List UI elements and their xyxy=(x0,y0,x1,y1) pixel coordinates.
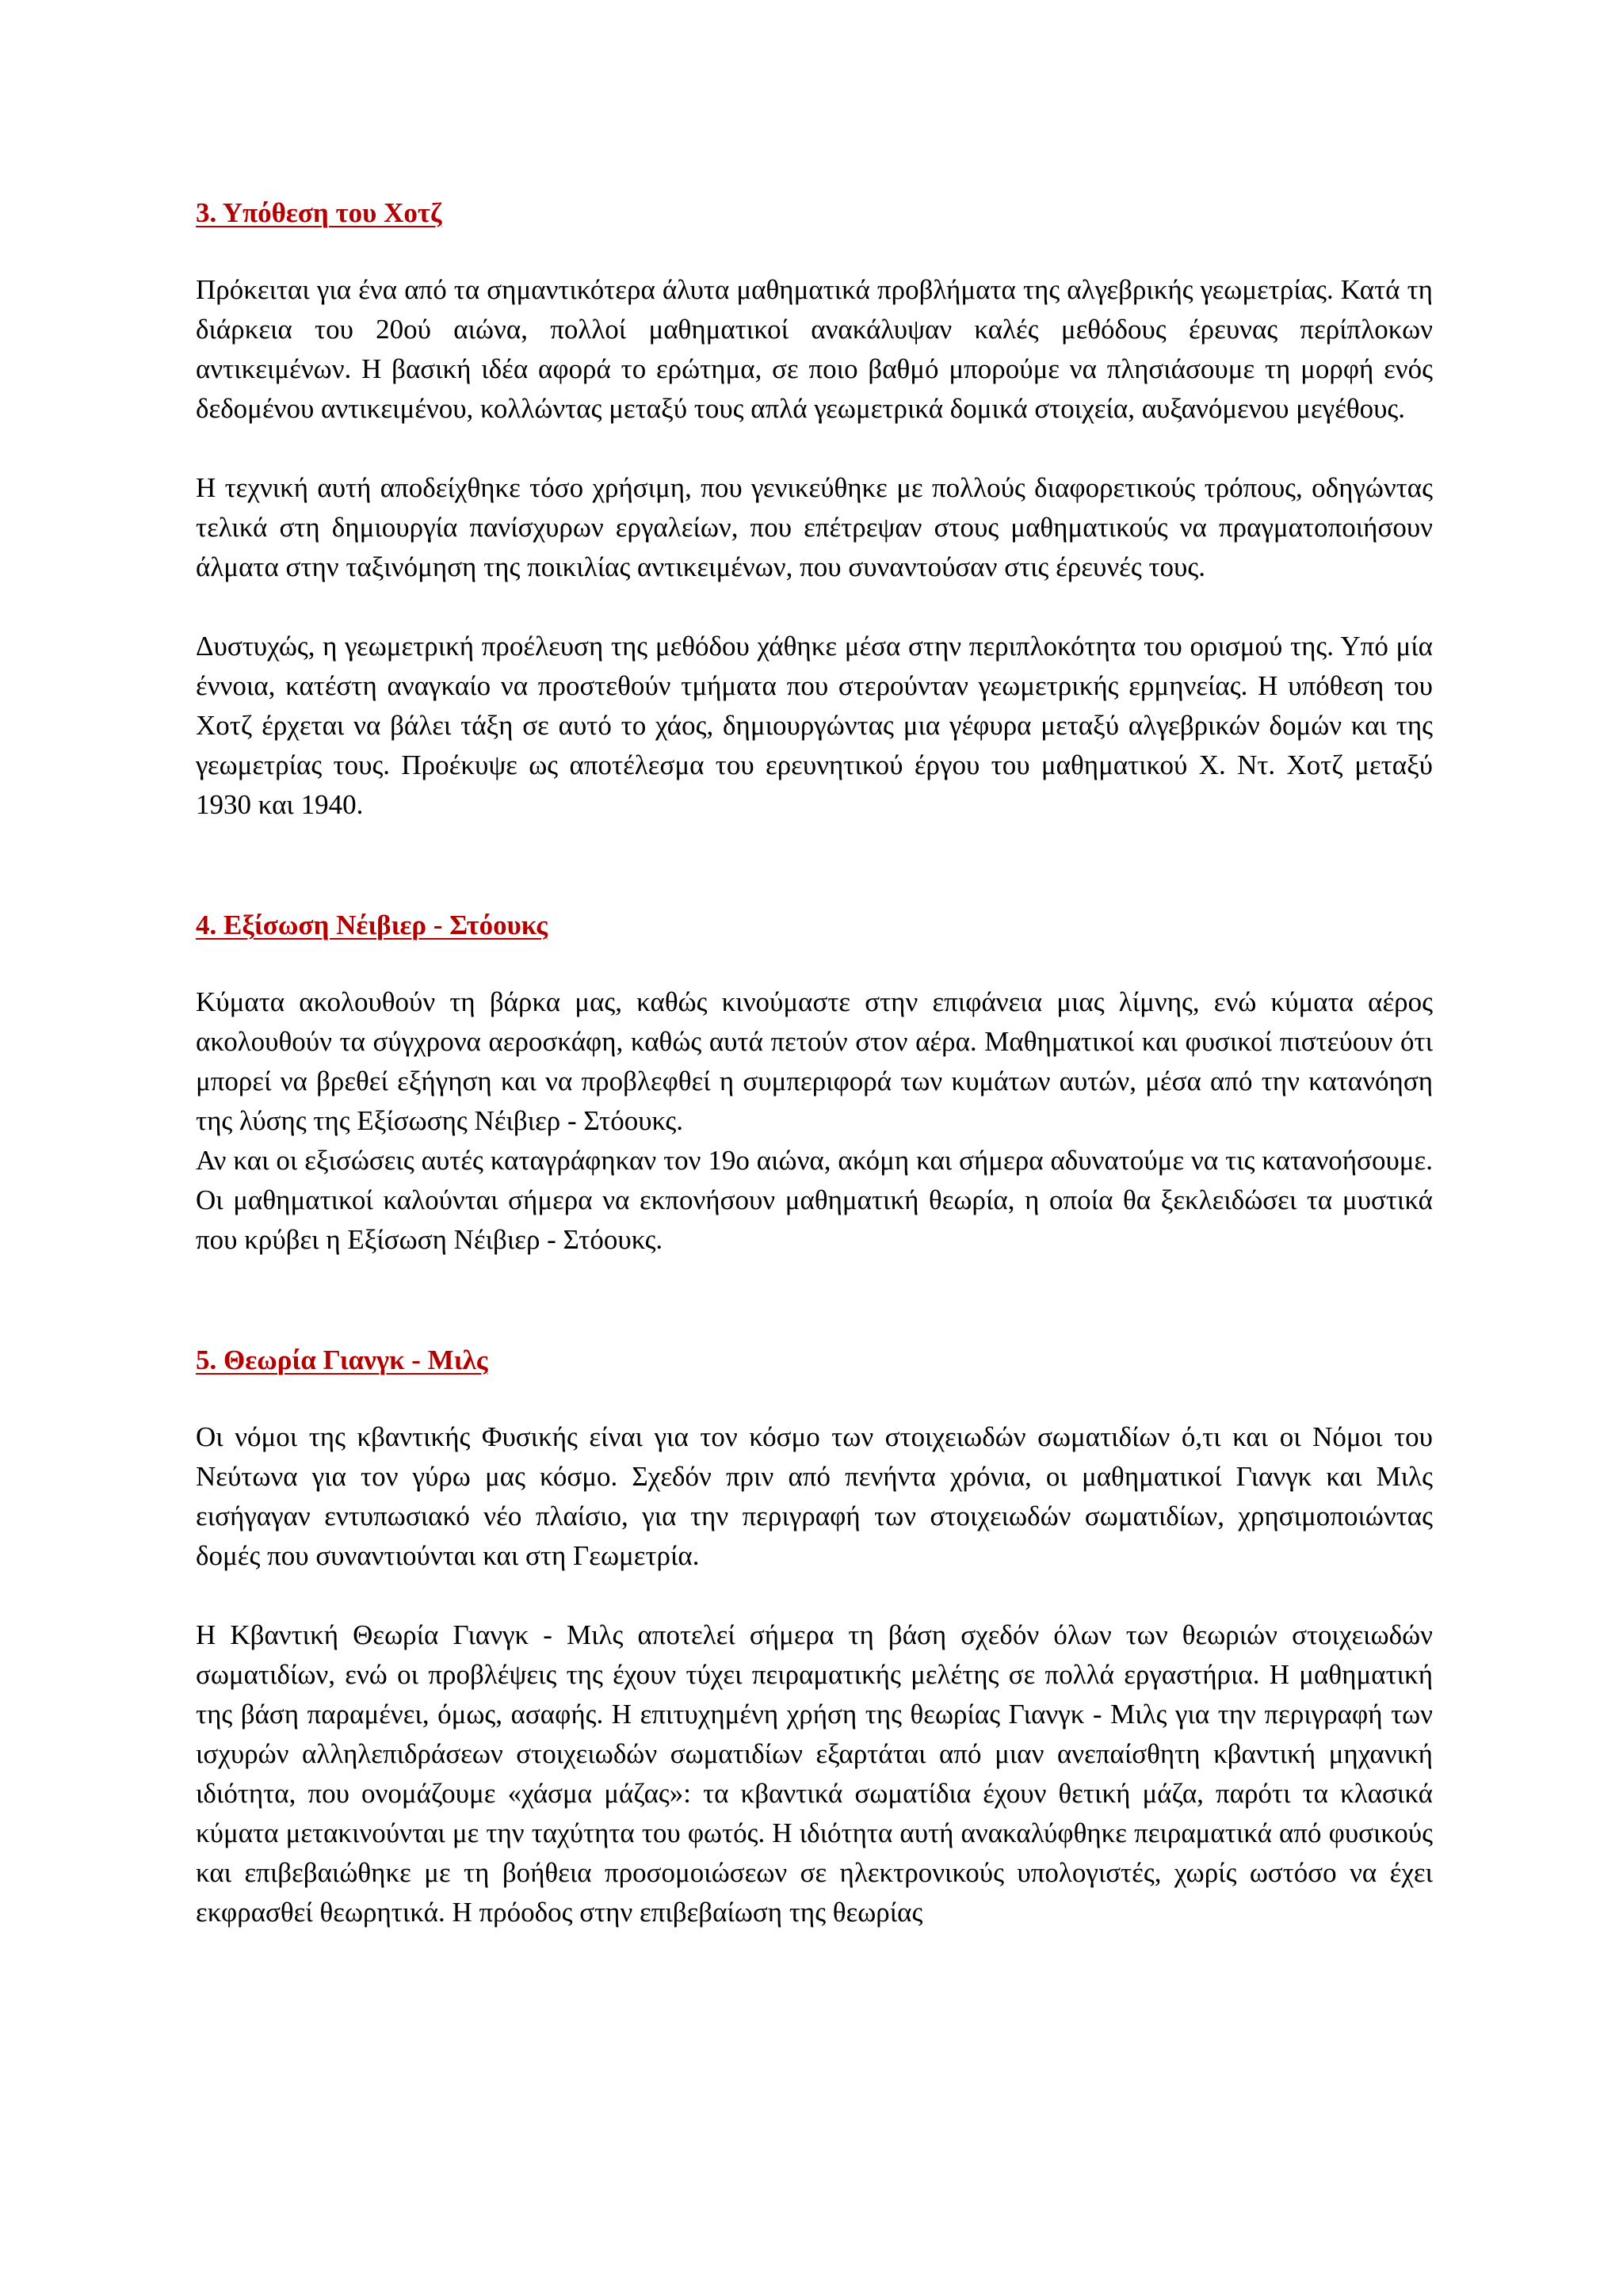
section-navier-stokes xyxy=(196,906,1433,1260)
paragraph: Κύματα ακολουθούν τη βάρκα μας, καθώς κινούμαστε στην επιφάνεια μιας λίμνης, ενώ κύματα αέρος ακολουθούν τα σύγχρονα αεροσκάφη, καθώς αυτά πετούν στον αέρα. Μαθηματικοί και φυσικοί πιστεύουν ότι μπορεί να βρεθεί εξήγηση και να προβλεφθεί η συμπεριφορά των κυμάτων αυτών, μέσα από την κατανόηση της λύσης της Εξίσωσης Νέιβιερ - Στόουκς. xyxy=(196,986,1433,1136)
section-heading: 5. Θεωρία Γιανγκ - Μιλς xyxy=(196,1344,488,1375)
section-heading: 3. Υπόθεση του Χοτζ xyxy=(196,197,442,228)
section-heading: 4. Εξίσωση Νέιβιερ - Στόουκς xyxy=(196,910,548,940)
paragraph: Η Κβαντική Θεωρία Γιανγκ - Μιλς αποτελεί σήμερα τη βάση σχεδόν όλων των θεωριών στοιχειωδών σωματιδίων, ενώ οι προβλέψεις της έχουν τύχει πειραματικής μελέτης σε πολλά εργαστήρια. Η μαθηματική της βάση παραμένει, όμως, ασαφής. Η επιτυχημένη χρήση της θεωρίας Γιανγκ - Μιλς για την περιγραφή των ισχυρών αλληλεπιδράσεων στοιχειωδών σωματιδίων εξαρτάται από μιαν ανεπαίσθητη κβαντική μηχανική ιδιότητα, που ονομάζουμε «χάσμα μάζας»: τα κβαντικά σωματίδια έχουν θετική μάζα, παρότι τα κλασικά κύματα μετακινούνται με την ταχύτητα του φωτός. Η ιδιότητα αυτή ανακαλύφθηκε πειραματικά από φυσικούς και επιβεβαιώθηκε με τη βοήθεια προσομοιώσεων σε ηλεκτρονικούς υπολογιστές, χωρίς ωστόσο να έχει εκφρασθεί θεωρητικά. Η πρόοδος στην επιβεβαίωση της θεωρίας xyxy=(196,1619,1433,1928)
paragraph: Η τεχνική αυτή αποδείχθηκε τόσο χρήσιμη, που γενικεύθηκε με πολλούς διαφορετικούς τρόπους, οδηγώντας τελικά στη δημιουργία πανίσχυρων εργαλείων, που επέτρεψαν στους μαθηματικούς να πραγματοποιήσουν άλματα στην ταξινόμηση της ποικιλίας αντικειμένων, που συναντούσαν στις έρευνές τους. xyxy=(196,472,1433,582)
paragraph: Δυστυχώς, η γεωμετρική προέλευση της μεθόδου χάθηκε μέσα στην περιπλοκότητα του ορισμού της. Υπό μία έννοια, κατέστη αναγκαίο να προστεθούν τμήματα που στερούνταν γεωμετρικής ερμηνείας. Η υπόθεση του Χοτζ έρχεται να βάλει τάξη σε αυτό το χάος, δημιουργώντας μια γέφυρα μεταξύ αλγεβρικών δομών και της γεωμετρίας τους. Προέκυψε ως αποτέλεσμα του ερευνητικού έργου του μαθηματικού Χ. Ντ. Χοτζ μεταξύ 1930 και 1940. xyxy=(196,631,1433,820)
paragraph: Οι νόμοι της κβαντικής Φυσικής είναι για τον κόσμο των στοιχειωδών σωματιδίων ό,τι και οι Νόμοι του Νεύτωνα για τον γύρω μας κόσμο. Σχεδόν πριν από πενήντα χρόνια, οι μαθηματικοί Γιανγκ και Μιλς εισήγαγαν εντυπωσιακό νέο πλαίσιο, για την περιγραφή των στοιχειωδών σωματιδίων, χρησιμοποιώντας δομές που συναντιούνται και στη Γεωμετρία. xyxy=(196,1421,1433,1571)
paragraph: Αν και οι εξισώσεις αυτές καταγράφηκαν τον 19ο αιώνα, ακόμη και σήμερα αδυνατούμε να τις κατανοήσουμε. Οι μαθηματικοί καλούνται σήμερα να εκπονήσουν μαθηματική θεωρία, η οποία θα ξεκλειδώσει τα μυστικά που κρύβει η Εξίσωση Νέιβιερ - Στόουκς. xyxy=(196,1145,1433,1255)
section-hodge xyxy=(196,193,1433,825)
section-yang-mills xyxy=(196,1341,1433,1932)
paragraph: Πρόκειται για ένα από τα σημαντικότερα άλυτα μαθηματικά προβλήματα της αλγεβρικής γεωμετρίας. Κατά τη διάρκεια του 20ού αιώνα, πολλοί μαθηματικοί ανακάλυψαν καλές μεθόδους έρευνας περίπλοκων αντικειμένων. Η βασική ιδέα αφορά το ερώτημα, σε ποιο βαθμό μπορούμε να πλησιάσουμε τη μορφή ενός δεδομένου αντικειμένου, κολλώντας μεταξύ τους απλά γεωμετρικά δομικά στοιχεία, αυξανόμενου μεγέθους. xyxy=(196,274,1433,424)
